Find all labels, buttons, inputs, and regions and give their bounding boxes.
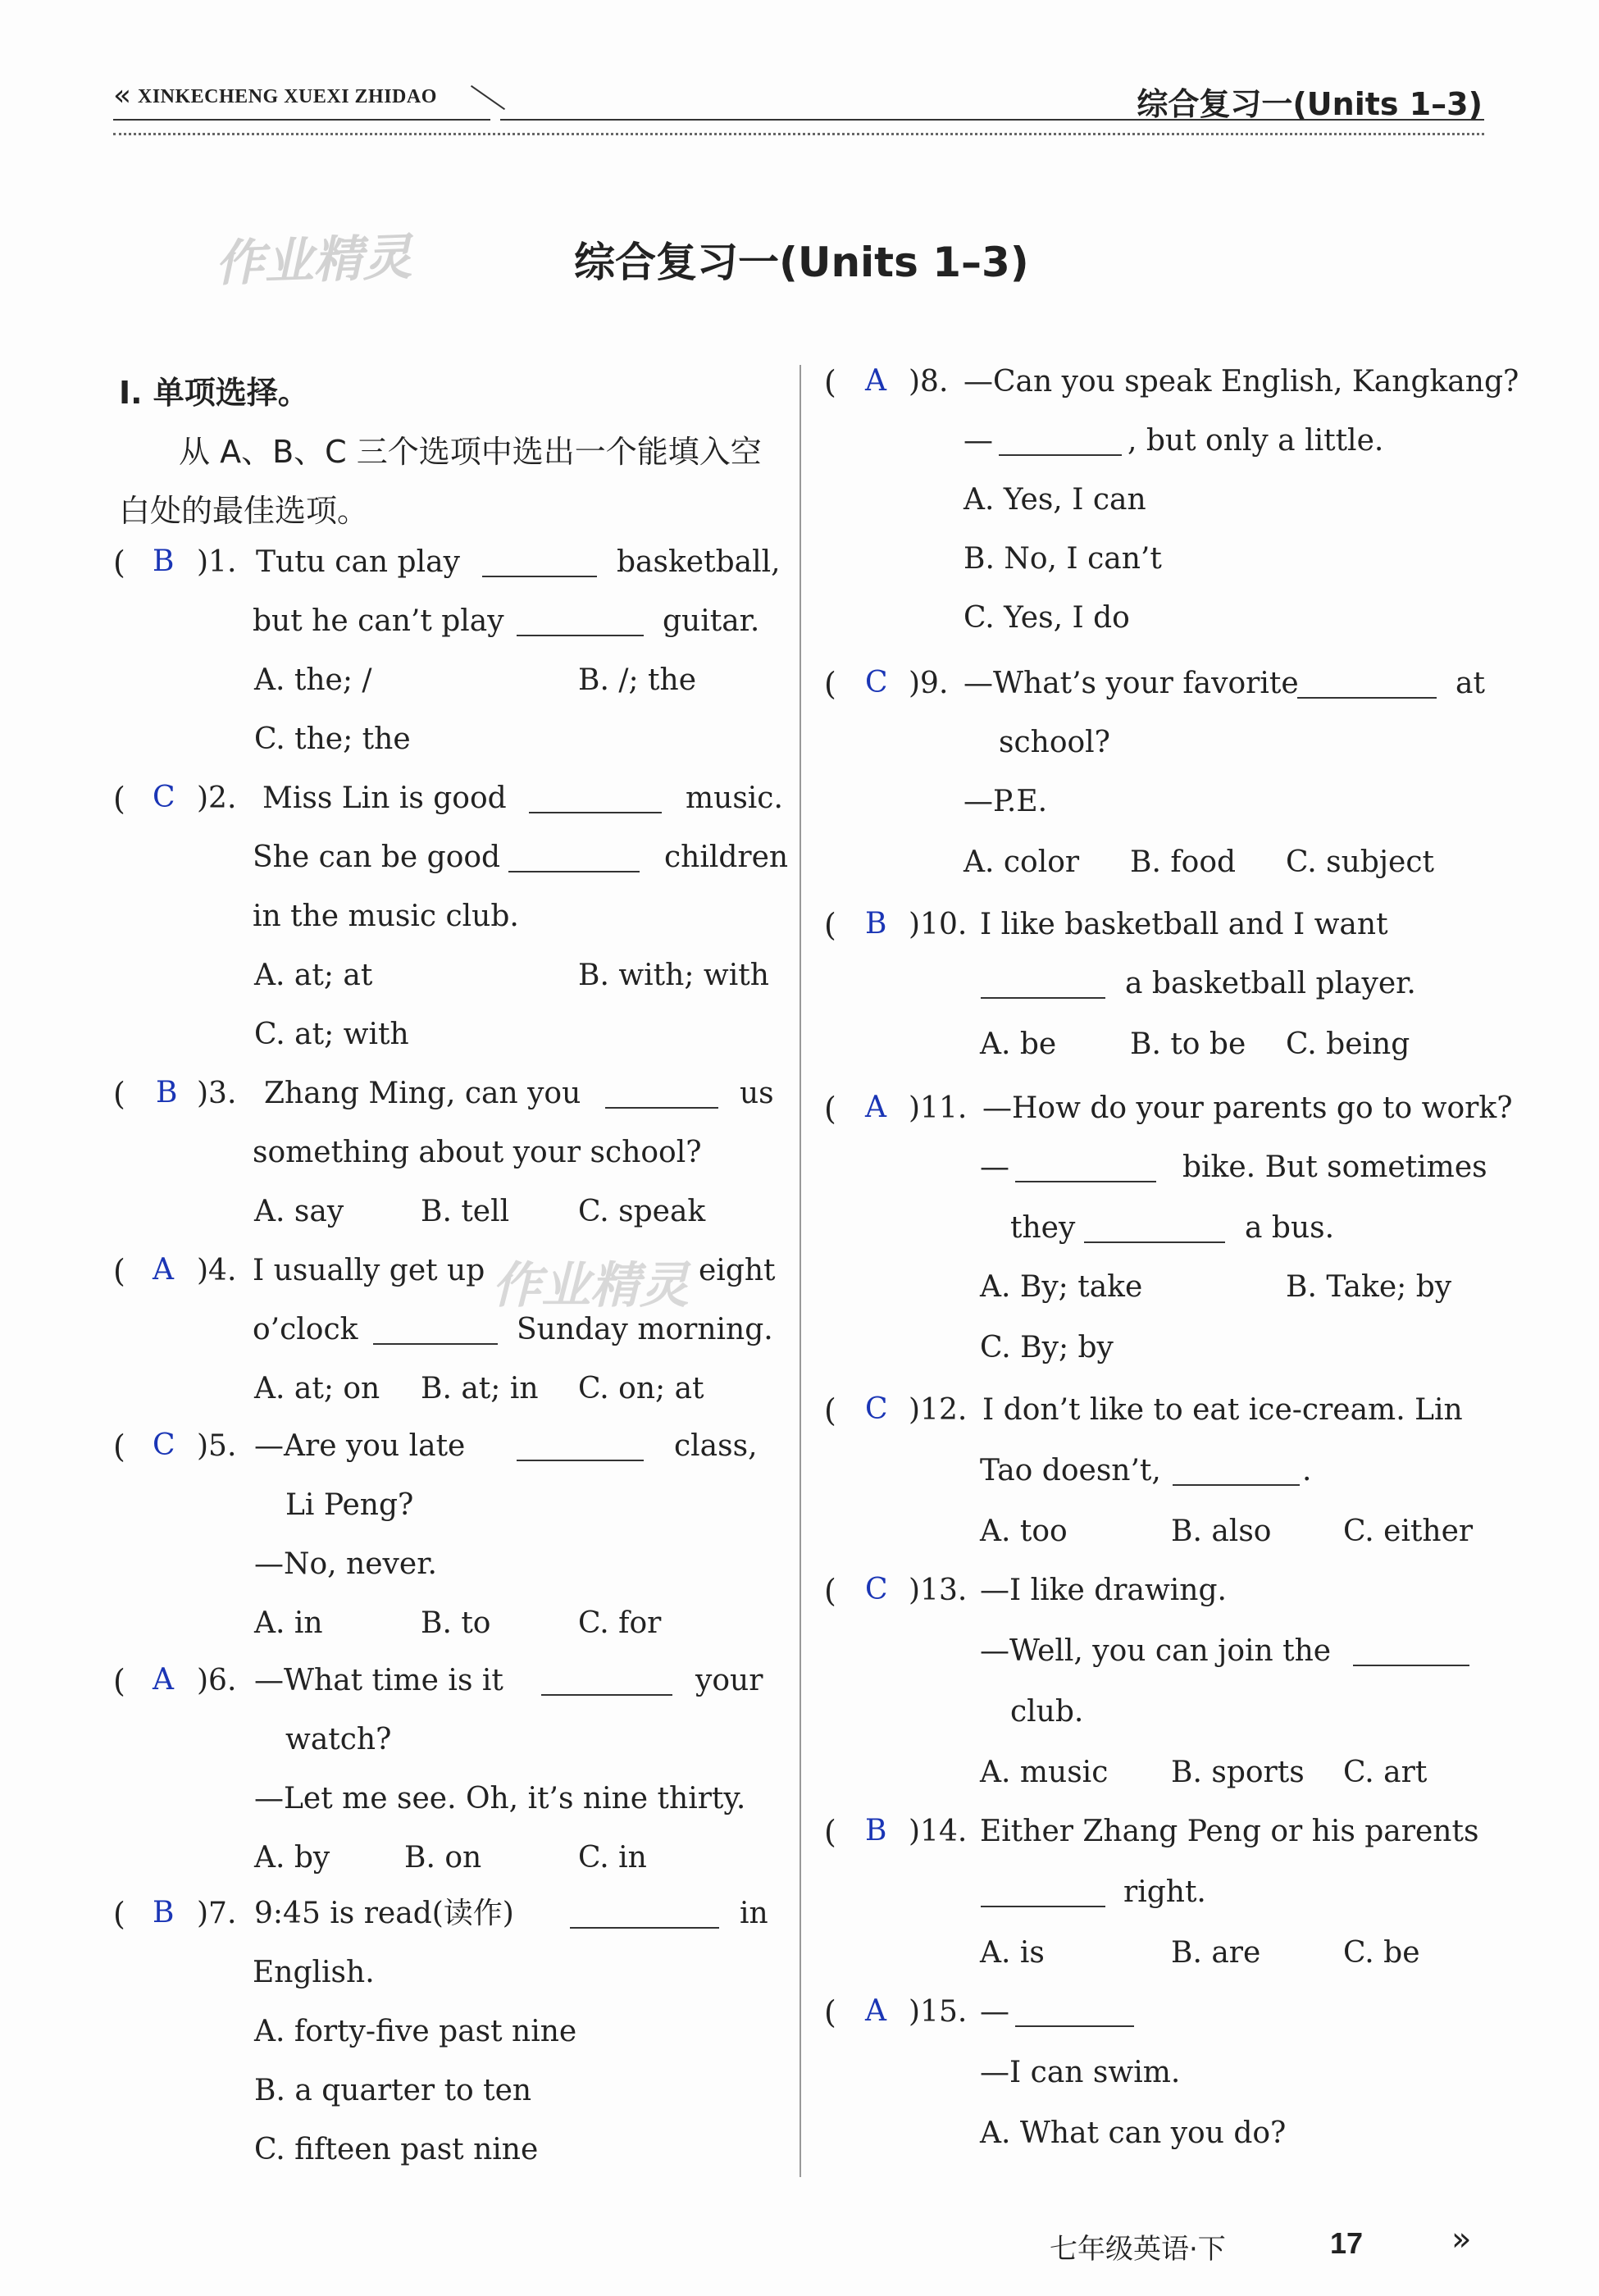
option-b: B. on [404, 1841, 482, 1875]
option-a: A. Yes, I can [963, 483, 1146, 517]
option-c: C. speak [578, 1195, 706, 1228]
question-text: us [740, 1077, 774, 1110]
option-b: B. also [1171, 1515, 1272, 1548]
answer-blank [1084, 1217, 1225, 1243]
answer-paren-open: ( [113, 1428, 125, 1465]
question-text: — [980, 1150, 1009, 1184]
question-text: — [980, 1995, 1009, 2029]
option-a: A. By; take [980, 1270, 1143, 1304]
question-text: , but only a little. [1128, 424, 1384, 458]
question-text: a bus. [1245, 1211, 1335, 1245]
answer-paren-open: ( [113, 1663, 125, 1699]
question-text: —No, never. [254, 1547, 437, 1581]
answer-q15: A [865, 1994, 886, 2028]
question-number: )7. [197, 1897, 237, 1930]
option-a: A. the; / [254, 663, 372, 697]
answer-q9: C [865, 666, 888, 699]
question-number: )12. [909, 1393, 968, 1427]
option-b: B. /; the [578, 663, 696, 697]
answer-blank [1015, 1156, 1156, 1182]
question-text: —Let me see. Oh, it’s nine thirty. [254, 1782, 746, 1815]
answer-blank [508, 846, 640, 872]
answer-blank [1173, 1460, 1300, 1486]
option-c: C. subject [1286, 845, 1434, 879]
question-number: )1. [197, 545, 237, 579]
option-a: A. say [254, 1195, 344, 1228]
question-number: )15. [909, 1995, 968, 2029]
answer-paren-open: ( [113, 1076, 125, 1112]
footer-grade: 七年级英语·下 [1050, 2233, 1226, 2266]
answer-blank [999, 430, 1122, 456]
header-left-chevron-icon: « [113, 79, 132, 112]
option-a: A. forty-five past nine [254, 2015, 577, 2048]
question-text: bike. But sometimes [1182, 1150, 1487, 1184]
option-b: B. No, I can’t [963, 542, 1162, 576]
answer-q1: B [153, 544, 175, 578]
answer-q5: C [153, 1428, 175, 1462]
question-text: 9:45 is read(读作) [254, 1897, 514, 1930]
option-c: C. at; with [254, 1018, 409, 1051]
answer-blank [1015, 2001, 1134, 2027]
answer-q3: B [156, 1076, 178, 1109]
question-text: your [695, 1664, 763, 1697]
question-text: — [963, 424, 993, 458]
question-text: basketball, [617, 545, 781, 579]
answer-paren-open: ( [824, 364, 836, 400]
section-instruction-line2: 白处的最佳选项。 [119, 493, 369, 529]
option-a: A. is [980, 1936, 1045, 1970]
option-c: C. being [1286, 1027, 1410, 1061]
question-text: —P.E. [963, 785, 1048, 818]
question-text: eight [699, 1254, 776, 1287]
option-b: B. to [421, 1606, 491, 1640]
option-c: C. art [1343, 1756, 1428, 1789]
question-text: Tutu can play [256, 545, 460, 579]
question-number: )5. [197, 1429, 237, 1463]
page-number: 17 [1330, 2226, 1364, 2260]
question-text: class, [674, 1429, 758, 1463]
answer-blank [1297, 672, 1437, 699]
option-c: C. be [1343, 1936, 1420, 1970]
answer-q10: B [865, 907, 887, 941]
question-text: a basketball player. [1125, 967, 1416, 1000]
question-text: —How do your parents go to work? [982, 1091, 1513, 1125]
question-number: )11. [909, 1091, 968, 1125]
option-a: A. be [980, 1027, 1057, 1061]
question-number: )6. [197, 1664, 237, 1697]
question-text: —I like drawing. [980, 1574, 1227, 1607]
option-c: C. in [578, 1841, 647, 1875]
option-b: B. sports [1171, 1756, 1305, 1789]
answer-blank [529, 787, 662, 813]
option-a: A. in [254, 1606, 323, 1640]
question-text: She can be good [253, 840, 501, 874]
question-number: )4. [197, 1254, 237, 1287]
option-c: C. Yes, I do [963, 601, 1130, 635]
question-text: —What’s your favorite [963, 667, 1299, 700]
question-text: guitar. [663, 604, 760, 638]
answer-q8: A [865, 364, 886, 398]
option-a: A. by [254, 1841, 330, 1875]
question-text: but he can’t play [253, 604, 504, 638]
option-b: B. food [1130, 845, 1237, 879]
option-a: A. music [980, 1756, 1109, 1789]
option-c: C. fifteen past nine [254, 2133, 539, 2166]
question-text: Miss Lin is good [262, 781, 507, 815]
option-c: C. the; the [254, 722, 411, 756]
option-a: A. at; on [254, 1372, 380, 1405]
question-text: Either Zhang Peng or his parents [980, 1815, 1479, 1848]
question-text: school? [999, 726, 1110, 759]
question-text: —Are you late [254, 1429, 466, 1463]
watermark-center: 作业精灵 [492, 1257, 689, 1314]
answer-paren-open: ( [824, 1994, 836, 2030]
answer-q4: A [153, 1253, 174, 1287]
question-number: )9. [909, 667, 949, 700]
question-number: )2. [197, 781, 237, 815]
question-number: )8. [909, 365, 949, 399]
answer-blank [541, 1670, 672, 1696]
question-text: watch? [285, 1723, 392, 1756]
answer-q14: B [865, 1814, 887, 1847]
option-c: C. either [1343, 1515, 1474, 1548]
answer-paren-open: ( [824, 1392, 836, 1428]
answer-blank [570, 1902, 719, 1929]
question-text: at [1456, 667, 1485, 700]
question-text: Tao doesn’t, [980, 1454, 1161, 1487]
option-c: C. By; by [980, 1331, 1114, 1364]
answer-blank [981, 973, 1105, 999]
header-dotted-divider [113, 133, 1484, 135]
question-number: )3. [197, 1077, 237, 1110]
question-text: Zhang Ming, can you [264, 1077, 581, 1110]
question-text: in [740, 1897, 768, 1930]
answer-blank [517, 610, 644, 636]
question-number: )14. [909, 1815, 968, 1848]
answer-q13: C [865, 1573, 888, 1606]
answer-paren-open: ( [113, 1253, 125, 1289]
answer-blank [517, 1435, 644, 1461]
option-b: B. tell [421, 1195, 510, 1228]
answer-paren-open: ( [113, 781, 125, 817]
answer-blank [482, 551, 597, 577]
answer-paren-open: ( [824, 907, 836, 943]
question-text: I like basketball and I want [980, 908, 1388, 941]
question-text: . [1302, 1454, 1312, 1487]
option-b: B. Take; by [1286, 1270, 1452, 1304]
question-text: music. [686, 781, 783, 815]
question-text: —Can you speak English, Kangkang? [963, 365, 1519, 399]
answer-blank [1353, 1640, 1469, 1666]
answer-paren-open: ( [824, 1573, 836, 1609]
option-a: A. at; at [254, 959, 373, 992]
option-a: A. color [963, 845, 1080, 879]
answer-q2: C [153, 781, 175, 814]
answer-q6: A [153, 1663, 174, 1697]
page-title: 综合复习一(Units 1–3) [574, 239, 1029, 286]
header-brand: XINKECHENG XUEXI ZHIDAO [138, 86, 437, 107]
answer-paren-open: ( [824, 1091, 836, 1127]
answer-blank [605, 1082, 718, 1109]
question-number: )10. [909, 908, 968, 941]
question-text: club. [1010, 1695, 1084, 1729]
header-rule [113, 119, 490, 121]
question-text: right. [1123, 1875, 1206, 1909]
option-c: C. for [578, 1606, 662, 1640]
question-text: something about your school? [253, 1136, 702, 1169]
question-text: English. [253, 1956, 375, 1989]
question-text: they [1010, 1211, 1076, 1245]
answer-q11: A [865, 1091, 886, 1124]
watermark-logo: 作业精灵 [214, 228, 413, 294]
question-text: I don’t like to eat ice-cream. Lin [982, 1393, 1463, 1427]
question-text: children [664, 840, 789, 874]
option-b: B. at; in [421, 1372, 539, 1405]
header-section-title: 综合复习一(Units 1–3) [1137, 86, 1483, 122]
question-text: Li Peng? [285, 1488, 414, 1522]
column-divider [800, 365, 801, 2177]
question-text: —What time is it [254, 1664, 503, 1697]
option-b: B. are [1171, 1936, 1261, 1970]
answer-paren-open: ( [113, 544, 125, 581]
option-b: B. with; with [578, 959, 769, 992]
next-page-icon: » [1451, 2221, 1472, 2258]
answer-paren-open: ( [824, 666, 836, 702]
answer-paren-open: ( [113, 1896, 125, 1932]
question-text: o’clock [253, 1313, 358, 1346]
answer-q7: B [153, 1896, 175, 1929]
section-heading: Ⅰ. 单项选择。 [119, 375, 309, 411]
question-text: I usually get up [253, 1254, 485, 1287]
question-text: —Well, you can join the [980, 1634, 1332, 1668]
answer-q12: C [865, 1392, 888, 1426]
option-a: A. too [980, 1515, 1068, 1548]
question-text: —I can swim. [980, 2056, 1181, 2089]
option-a: A. What can you do? [980, 2116, 1287, 2150]
option-b: B. a quarter to ten [254, 2074, 532, 2107]
option-c: C. on; at [578, 1372, 704, 1405]
question-number: )13. [909, 1574, 968, 1607]
question-text: Sunday morning. [517, 1313, 773, 1346]
answer-blank [373, 1319, 498, 1345]
answer-blank [981, 1881, 1105, 1907]
option-b: B. to be [1130, 1027, 1246, 1061]
question-text: in the music club. [253, 900, 519, 933]
section-instruction-line1: 从 A、B、C 三个选项中选出一个能填入空 [179, 434, 762, 470]
answer-paren-open: ( [824, 1814, 836, 1850]
